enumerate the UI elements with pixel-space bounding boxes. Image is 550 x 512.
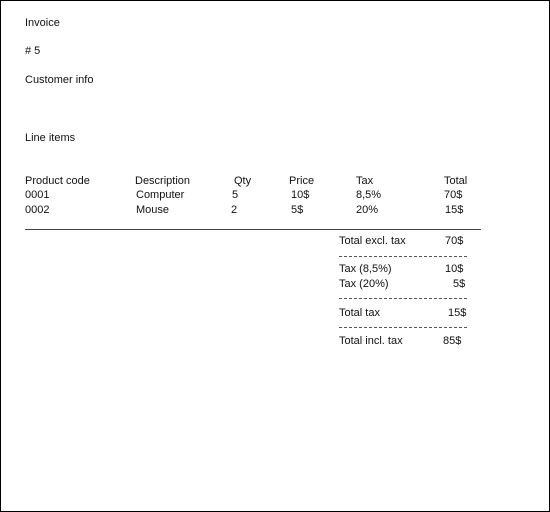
header-product-code: Product code [25,175,90,187]
tax-line-1-value: 10$ [445,263,464,275]
row-2-qty: 2 [231,204,238,216]
header-total: Total [444,175,468,187]
line-items-label: Line items [25,132,76,144]
invoice-number: # 5 [25,45,41,57]
header-tax: Tax [356,175,374,187]
row-1-qty: 5 [232,189,239,201]
total-excl-tax-value: 70$ [445,235,464,247]
header-price: Price [289,175,315,187]
row-1-total: 70$ [444,189,463,201]
header-description: Description [135,175,191,187]
row-2-total: 15$ [445,204,464,216]
row-1-tax: 8,5% [356,189,382,201]
row-2-description: Mouse [136,204,170,216]
row-1-product-code: 0001 [25,189,50,201]
row-2-tax: 20% [356,204,379,216]
row-2-price: 5$ [291,204,304,216]
total-incl-tax-value: 85$ [443,335,462,347]
summary-divider [339,298,467,299]
tax-line-2-label: Tax (20%) [339,278,389,290]
total-incl-tax-label: Total incl. tax [339,335,403,347]
total-tax-label: Total tax [339,307,380,319]
tax-line-1-label: Tax (8,5%) [339,263,392,275]
customer-info-label: Customer info [25,74,94,86]
row-1-price: 10$ [291,189,310,201]
summary-divider [339,327,467,328]
tax-line-2-value: 5$ [453,278,466,290]
total-excl-tax-label: Total excl. tax [339,235,406,247]
row-1-description: Computer [136,189,185,201]
row-2-product-code: 0002 [25,204,50,216]
table-divider [25,229,481,230]
header-qty: Qty [234,175,252,187]
summary-divider [339,256,467,257]
invoice-title: Invoice [25,17,60,29]
total-tax-value: 15$ [448,307,467,319]
